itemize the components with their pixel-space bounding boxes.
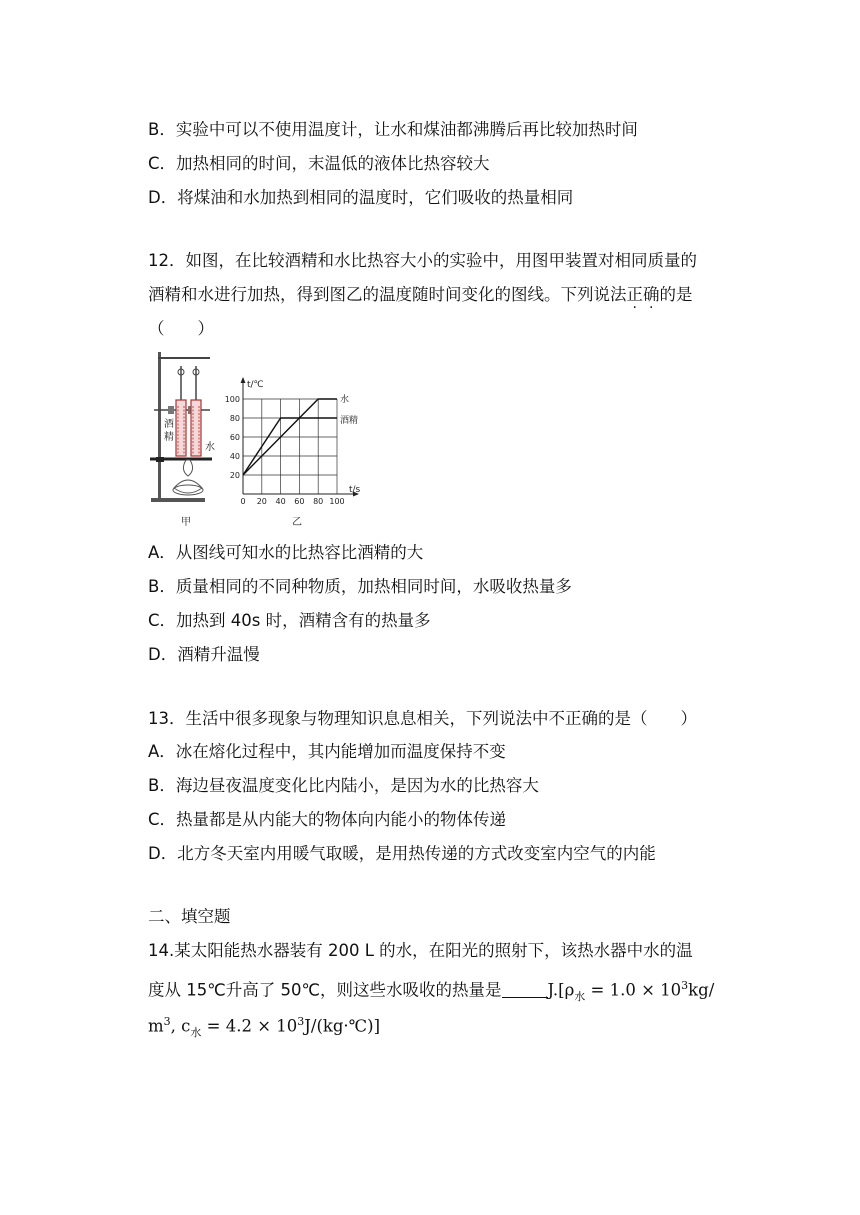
q12-option-a: A．从图线可知水的比热容比酒精的大: [148, 543, 424, 562]
q14-m: m: [148, 1016, 164, 1036]
answer-blank[interactable]: [502, 981, 548, 998]
chart-yi: [225, 377, 361, 528]
exp-3b: 3: [163, 1015, 171, 1028]
series-label: 酒精: [340, 416, 359, 426]
q11-option-b: B．实验中可以不使用温度计，让水和煤油都沸腾后再比较加热时间: [148, 120, 638, 139]
apparatus-jia: [150, 352, 215, 528]
q14-c: , c: [170, 1016, 191, 1036]
q11-option-c: C．加热相同的时间，末温低的液体比热容较大: [148, 154, 490, 173]
section-heading: 二、填空题: [148, 907, 231, 926]
q12-stem-line2-post: 的是: [659, 285, 693, 304]
x-tick-label: 20: [256, 497, 267, 506]
chart-grid: [243, 399, 337, 494]
q14-line3: [148, 1011, 380, 1044]
c-subscript: 水: [190, 1025, 202, 1039]
x-axis-label: t/s: [349, 485, 361, 495]
x-tick-label: 100: [329, 497, 345, 506]
q12-answer-bracket: （ ）: [148, 319, 214, 338]
q14-rho-eq: = 1.0 × 10: [585, 980, 682, 1000]
q13-option-a: A．冰在熔化过程中，其内能增加而温度保持不变: [148, 742, 506, 761]
label-jing: 精: [164, 432, 174, 443]
q14-line1: 14.某太阳能热水器装有 200 L 的水，在阳光的照射下，该热水器中水的温: [148, 941, 693, 960]
q12-stem-line1: 12．如图，在比较酒精和水比热容大小的实验中，用图甲装置对相同质量的: [148, 251, 697, 270]
y-tick-label: 40: [229, 452, 240, 461]
y-axis-arrow: [241, 377, 246, 383]
y-axis-label: t/℃: [247, 380, 264, 390]
q14-c-unit: J/(kg·℃)]: [304, 1016, 381, 1036]
q14-line2-text: 度从 15℃升高了 50℃，则这些水吸收的热量是: [148, 980, 502, 1000]
y-tick-label: 60: [229, 433, 240, 442]
q13-option-b: B．海边昼夜温度变化比内陆小，是因为水的比热容大: [148, 776, 539, 795]
q11-option-d: D．将煤油和水加热到相同的温度时，它们吸收的热量相同: [148, 188, 574, 207]
rho-subscript: 水: [574, 989, 586, 1003]
y-tick-label: 20: [229, 471, 240, 480]
series-label: 水: [340, 395, 350, 405]
q12-stem-line2: [148, 284, 693, 306]
q12-option-c: C．加热到 40s 时，酒精含有的热量多: [148, 611, 431, 630]
q12-stem-line2-pre: 酒精和水进行加热，得到图乙的温度随时间变化的图线。下列说法: [148, 285, 627, 304]
label-jiu: 酒: [164, 419, 174, 430]
y-tick-label: 80: [229, 414, 240, 423]
q12-figure: [148, 348, 378, 530]
x-tick-label: 80: [313, 497, 324, 506]
q14-unit-rho: J.[ρ: [547, 980, 575, 1000]
emphasis-char-1: 正: [626, 285, 643, 304]
x-tick-label: 0: [240, 497, 246, 506]
x-tick-label: 40: [275, 497, 286, 506]
exp-3a: 3: [681, 979, 689, 992]
q13-stem: 13．生活中很多现象与物理知识息息相关，下列说法中不正确的是（ ）: [148, 709, 697, 728]
q13-option-d: D．北方冬天室内用暖气取暖，是用热传递的方式改变室内空气的内能: [148, 844, 656, 863]
q13-option-c: C．热量都是从内能大的物体向内能小的物体传递: [148, 810, 507, 829]
caption-jia: 甲: [181, 517, 191, 528]
exp-3c: 3: [297, 1015, 305, 1028]
x-tick-label: 60: [294, 497, 305, 506]
emphasis-char-2: 确: [643, 285, 660, 304]
q14-unit-kg: kg/: [688, 980, 715, 1000]
y-tick-label: 100: [224, 395, 240, 404]
caption-yi: 乙: [292, 517, 302, 528]
label-water: 水: [205, 442, 215, 453]
q14-line2: [148, 975, 714, 1008]
q12-option-d: D．酒精升温慢: [148, 645, 260, 664]
series-lines: [243, 393, 358, 475]
q12-option-b: B．质量相同的不同种物质，加热相同时间，水吸收热量多: [148, 577, 572, 596]
q14-c-eq: = 4.2 × 10: [201, 1016, 298, 1036]
